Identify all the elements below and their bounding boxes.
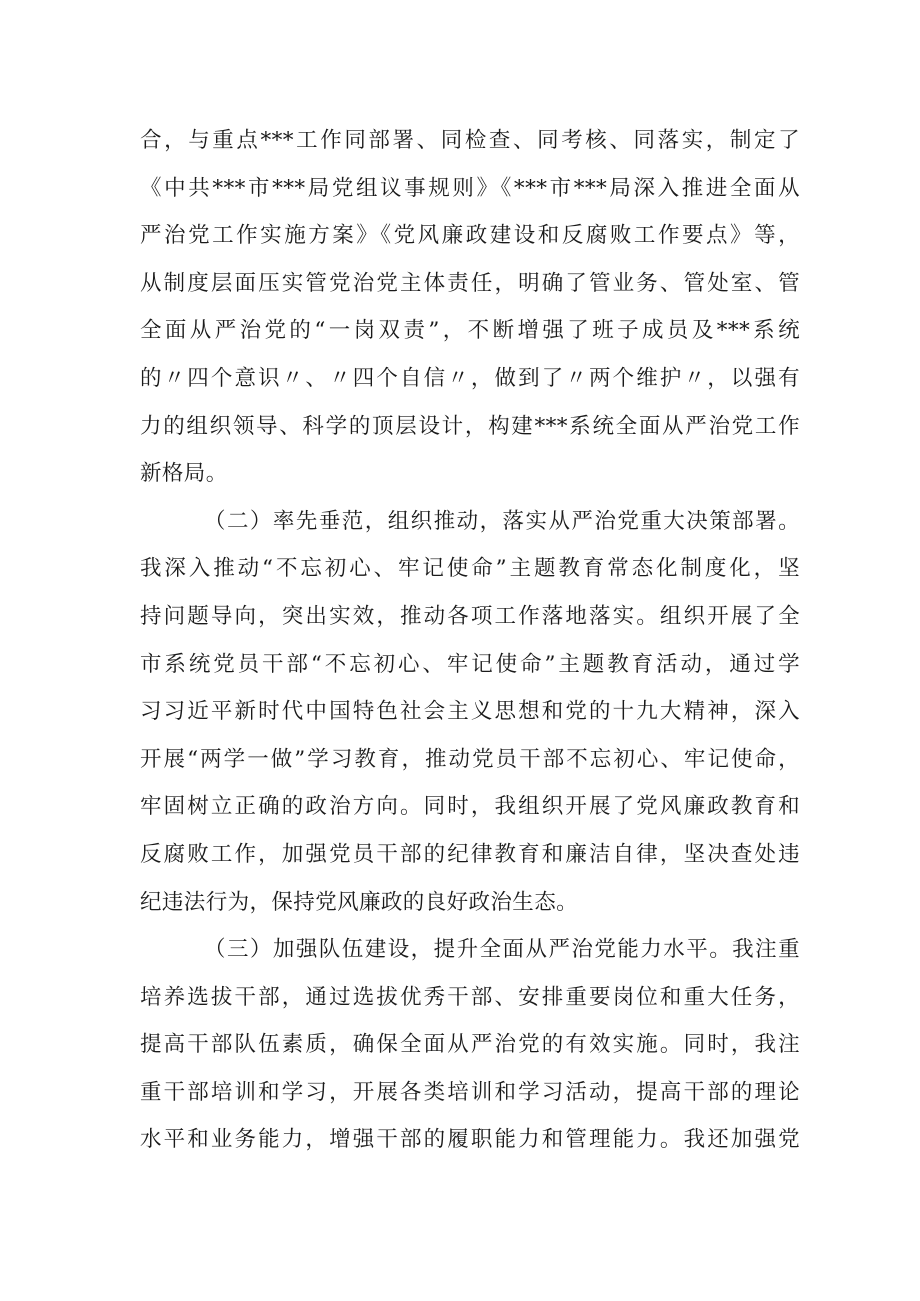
paragraph-1-line-5: 全面从严治党的“一岗双责”，不断增强了班子成员及***系统	[140, 318, 800, 344]
paragraph-2-line-6: 开展“两学一做”学习教育，推动党员干部不忘初心、牢记使命，	[140, 746, 800, 772]
body-text	[140, 117, 800, 1164]
paragraph-2-line-5: 习习近平新时代中国特色社会主义思想和党的十九大精神，深入	[140, 699, 800, 725]
paragraph-3-line-5: 水平和业务能力，增强干部的履职能力和管理能力。我还加强党	[140, 1127, 800, 1153]
paragraph-2-line-3: 持问题导向，突出实效，推动各项工作落地落实。组织开展了全	[140, 603, 800, 629]
paragraph-2-line-9: 纪违法行为，保持党风廉政的良好政治生态。	[140, 889, 579, 915]
paragraph-2-line-4: 市系统党员干部“不忘初心、牢记使命”主题教育活动，通过学	[140, 651, 800, 677]
paragraph-1-line-7: 力的组织领导、科学的顶层设计，构建***系统全面从严治党工作	[140, 413, 800, 439]
paragraph-1-line-2: 《中共***市***局党组议事规则》《***市***局深入推进全面从	[140, 175, 800, 201]
paragraph-3-line-4: 重干部培训和学习，开展各类培训和学习活动，提高干部的理论	[140, 1079, 800, 1105]
paragraph-1-line-8: 新格局。	[140, 461, 228, 487]
paragraph-1-line-4: 从制度层面压实管党治党主体责任，明确了管业务、管处室、管	[140, 270, 800, 296]
paragraph-3-heading-line: （三）加强队伍建设，提升全面从严治党能力水平。我注重	[204, 937, 800, 963]
paragraph-1-line-6: 的〃四个意识〃、〃四个自信〃，做到了〃两个维护〃，以强有	[140, 365, 800, 391]
paragraph-3-line-2: 培养选拔干部，通过选拔优秀干部、安排重要岗位和重大任务，	[140, 984, 800, 1010]
paragraph-2-line-8: 反腐败工作，加强党员干部的纪律教育和廉洁自律，坚决查处违	[140, 841, 800, 867]
paragraph-1-line-1: 合，与重点***工作同部署、同检查、同考核、同落实，制定了	[140, 128, 800, 153]
paragraph-2-line-2: 我深入推动“不忘初心、牢记使命”主题教育常态化制度化，坚	[140, 556, 800, 582]
paragraph-3-line-3: 提高干部队伍素质，确保全面从严治党的有效实施。同时，我注	[140, 1032, 800, 1058]
paragraph-2-line-7: 牢固树立正确的政治方向。同时，我组织开展了党风廉政教育和	[140, 794, 800, 820]
paragraph-2-heading-line: （二）率先垂范，组织推动，落实从严治党重大决策部署。	[204, 508, 800, 534]
paragraph-1-line-3: 严治党工作实施方案》《党风廉政建设和反腐败工作要点》等，	[140, 223, 800, 249]
